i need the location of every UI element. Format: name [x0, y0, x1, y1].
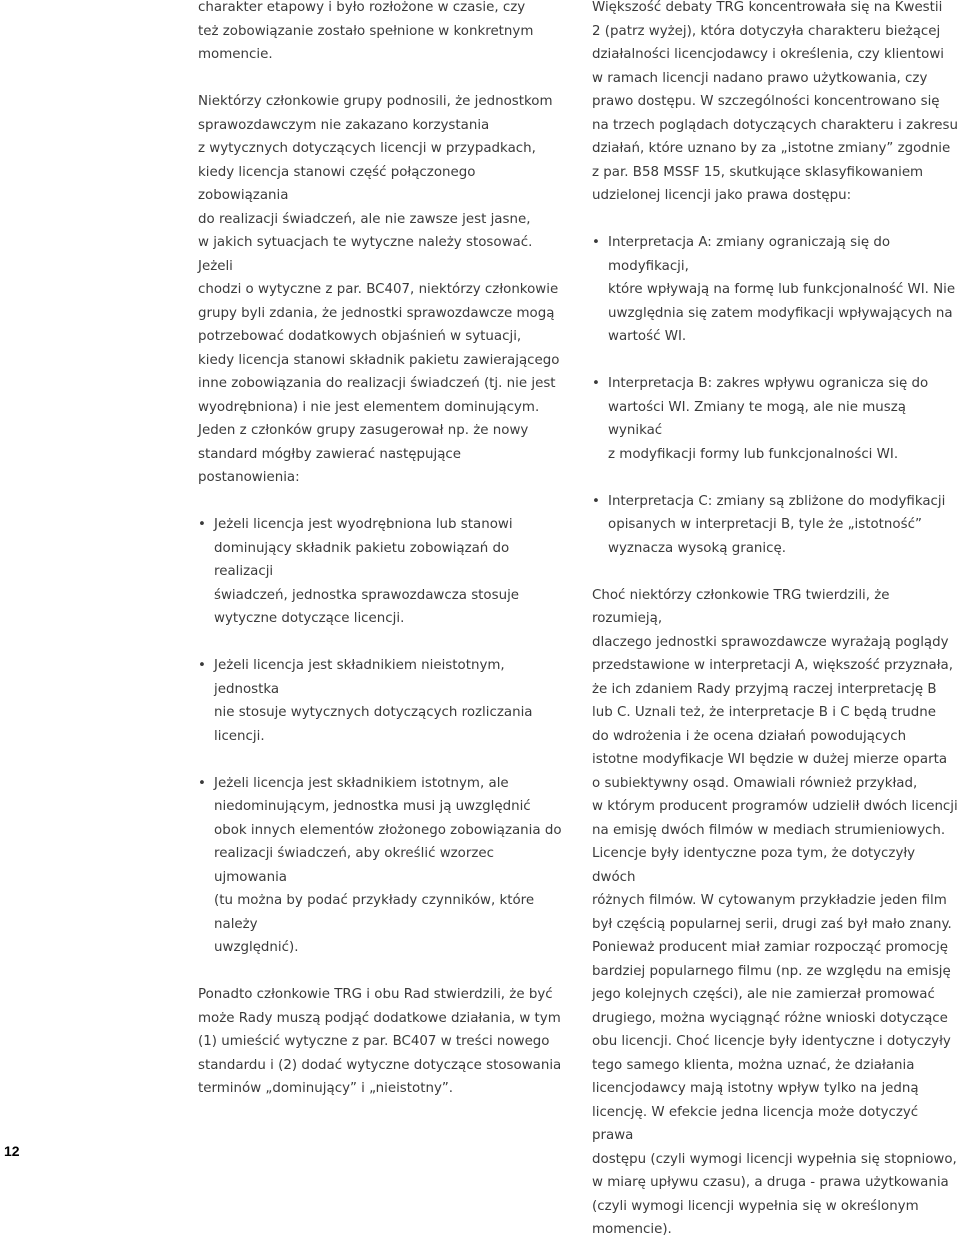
text-line: istotne modyfikacje WI będzie w dużej mierze oparta [592, 752, 948, 767]
right-column [592, 0, 960, 1242]
trg-debate-paragraph [592, 0, 960, 208]
text-line: w jakich sytuacjach te wytyczne należy stosować. Jeżeli [198, 235, 533, 274]
text-line: może Rady muszą podjąć dodatkowe działania, w tym [198, 1010, 561, 1026]
text-line: Licencje były identyczne poza tym, że dotyczyły dwóch [592, 846, 916, 885]
text-line: przedstawione w interpretacji A, większość przyznała, [592, 658, 954, 673]
text-line: w ramach licencji nadano prawo użytkowania, czy [592, 70, 928, 86]
text-line: chodzi o wytyczne z par. BC407, niektórzy członkowie [198, 282, 559, 297]
text-line: z par. B58 MSSF 15, skutkujące sklasyfikowaniem [592, 164, 924, 180]
text-line: drugiego, można wyciągnąć różne wnioski dotyczące [592, 1010, 948, 1026]
example-discussion-paragraph [592, 584, 960, 1242]
text-line: dlaczego jednostki sprawozdawcze wyrażają poglądy [592, 634, 949, 650]
bullet-item [198, 654, 566, 748]
text-line: potrzebować dodatkowych objaśnień w sytuacji, [198, 329, 522, 344]
bullet-item [592, 372, 960, 466]
text-line: wyodrębniona) i nie jest elementem dominującym. [198, 399, 540, 415]
text-line: w miarę upływu czasu), a druga - prawa użytkowania [592, 1175, 949, 1190]
interpretations-list [592, 231, 960, 560]
text-line: na trzech poglądach dotyczących charakteru i zakresu [592, 117, 958, 133]
text-line: charakter etapowy i było rozłożone w czasie, czy [198, 0, 526, 15]
text-line: Większość debaty TRG koncentrowała się na Kwestii [592, 0, 943, 15]
text-line: wytyczne dotyczące licencji. [214, 611, 405, 626]
text-line: momencie. [198, 47, 273, 62]
text-line: uwzględnić). [214, 940, 299, 955]
text-line: dominujący składnik pakietu zobowiązań do realizacji [214, 540, 510, 579]
text-line: że ich zdaniem Rady przyjmą raczej interpretację B [592, 681, 937, 697]
text-line: Interpretacja B: zakres wpływu ogranicza się do [608, 376, 929, 391]
text-line: Jeżeli licencja jest składnikiem nieistotnym, jednostka [214, 658, 505, 697]
text-line: wartość WI. [608, 329, 687, 344]
text-line: obu licencji. Choć licencje były identyczne i dotyczyły [592, 1034, 951, 1049]
text-line: momencie). [592, 1222, 672, 1237]
text-line: z wytycznych dotyczących licencji w przypadkach, [198, 141, 536, 156]
text-line: Ponadto członkowie TRG i obu Rad stwierdzili, że być [198, 987, 553, 1002]
text-line: w którym producent programów udzielił dwóch licencji [592, 799, 958, 814]
paragraph-gap [198, 67, 566, 91]
text-line: wyznacza wysoką granicę. [608, 540, 786, 556]
text-line: Interpretacja A: zmiany ograniczają się do modyfikacji, [608, 235, 891, 274]
text-line: Jeżeli licencja jest składnikiem istotnym, ale [214, 775, 509, 791]
text-line: uwzględnia się zatem modyfikacji wpływających na [608, 305, 953, 321]
text-line: Choć niektórzy członkowie TRG twierdzili, że rozumieją, [592, 587, 890, 626]
text-line: inne zobowiązania do realizacji świadczeń (tj. nie jest [198, 376, 556, 391]
text-line: tego samego klienta, można uznać, że działania [592, 1057, 915, 1073]
text-line: (czyli wymogi licencji wypełnia się w określonym [592, 1198, 919, 1214]
text-line: które wpływają na formę lub funkcjonalność WI. Nie [608, 282, 956, 297]
text-line: licencji. [214, 728, 265, 744]
text-line: jego kolejnych części), ale nie zamierzał promować [592, 987, 935, 1002]
list-item-gap [592, 466, 960, 490]
text-line: terminów „dominujący” i „nieistotny”. [198, 1081, 454, 1096]
text-line: o subiektywny osąd. Omawiali również przykład, [592, 775, 918, 791]
text-line: licencjodawcy mają istotny wpływ tylko na jedną [592, 1081, 919, 1096]
text-line: wartości WI. Zmiany te mogą, ale nie muszą wynikać [608, 399, 907, 438]
text-line: licencję. W efekcie jedna licencja może dotyczyć prawa [592, 1104, 919, 1143]
paragraph-gap [198, 960, 566, 984]
text-line: opisanych w interpretacji B, tyle że „istotność” [608, 517, 922, 532]
page-number: 12 [4, 1143, 20, 1159]
text-line: Jeden z członków grupy zasugerował np. że nowy [198, 423, 529, 438]
text-line: działań, które uznano by za „istotne zmiany” zgodnie [592, 141, 951, 156]
text-line: do wdrożenia i że ocena działań powodujących [592, 728, 907, 744]
text-line: realizacji świadczeń, aby określić wzorzec ujmowania [214, 846, 494, 885]
licence-guidance-paragraph [198, 90, 566, 490]
text-line: świadczeń, jednostka sprawozdawcza stosuje [214, 587, 520, 603]
additional-actions-paragraph [198, 983, 566, 1101]
intro-paragraph [198, 0, 566, 67]
text-line: prawo dostępu. W szczególności koncentrowano się [592, 94, 940, 109]
text-line: też zobowiązanie zostało spełnione w konkretnym [198, 23, 534, 39]
text-line: Interpretacja C: zmiany są zbliżone do modyfikacji [608, 493, 946, 509]
bullet-item [592, 490, 960, 561]
text-line: obok innych elementów złożonego zobowiązania do [214, 822, 562, 838]
bullet-item [592, 231, 960, 349]
text-line: był częścią popularnej serii, drugi zaś był mało znany. [592, 916, 952, 932]
paragraph-gap [592, 560, 960, 584]
text-line: kiedy licencja stanowi część połączonego zobowiązania [198, 164, 476, 203]
text-line: na emisję dwóch filmów w mediach strumieniowych. [592, 822, 946, 838]
text-line: z modyfikacji formy lub funkcjonalności WI. [608, 446, 899, 462]
text-line: 2 (patrz wyżej), która dotyczyła charakteru bieżącej [592, 23, 941, 39]
text-line: Ponieważ producent miał zamiar rozpocząć promocję [592, 940, 948, 955]
paragraph-gap [592, 208, 960, 232]
text-line: kiedy licencja stanowi składnik pakietu zawierającego [198, 352, 560, 368]
text-line: dostępu (czyli wymogi licencji wypełnia się stopniowo, [592, 1151, 957, 1167]
text-line: grupy byli zdania, że jednostki sprawozdawcze mogą [198, 305, 555, 321]
text-line: działalności licencjodawcy i określenia, czy klientowi [592, 47, 945, 62]
list-item-gap [592, 349, 960, 373]
text-line: różnych filmów. W cytowanym przykładzie jeden film [592, 893, 947, 908]
list-item-gap [198, 631, 566, 655]
list-item-gap [198, 748, 566, 772]
text-line: do realizacji świadczeń, ale nie zawsze jest jasne, [198, 211, 531, 227]
text-line: (tu można by podać przykłady czynników, które należy [214, 893, 535, 932]
text-line: (1) umieścić wytyczne z par. BC407 w treści nowego [198, 1034, 550, 1049]
text-line: udzielonej licencji jako prawa dostępu: [592, 188, 852, 203]
proposed-provisions-list [198, 513, 566, 960]
text-line: bardziej popularnego filmu (np. ze względu na emisję [592, 963, 951, 979]
text-line: standard mógłby zawierać następujące postanowienia: [198, 446, 462, 485]
bullet-item [198, 513, 566, 631]
text-line: sprawozdawczym nie zakazano korzystania [198, 117, 490, 133]
text-line: nie stosuje wytycznych dotyczących rozliczania [214, 705, 533, 720]
text-line: niedominującym, jednostka musi ją uwzględnić [214, 799, 531, 814]
text-line: standardu i (2) dodać wytyczne dotyczące stosowania [198, 1057, 562, 1073]
left-column [198, 0, 566, 1101]
bullet-item [198, 772, 566, 960]
text-line: lub C. Uznali też, że interpretacje B i C będą trudne [592, 705, 936, 720]
text-line: Niektórzy członkowie grupy podnosili, że jednostkom [198, 94, 553, 109]
paragraph-gap [198, 490, 566, 514]
text-line: Jeżeli licencja jest wyodrębniona lub stanowi [214, 517, 513, 532]
